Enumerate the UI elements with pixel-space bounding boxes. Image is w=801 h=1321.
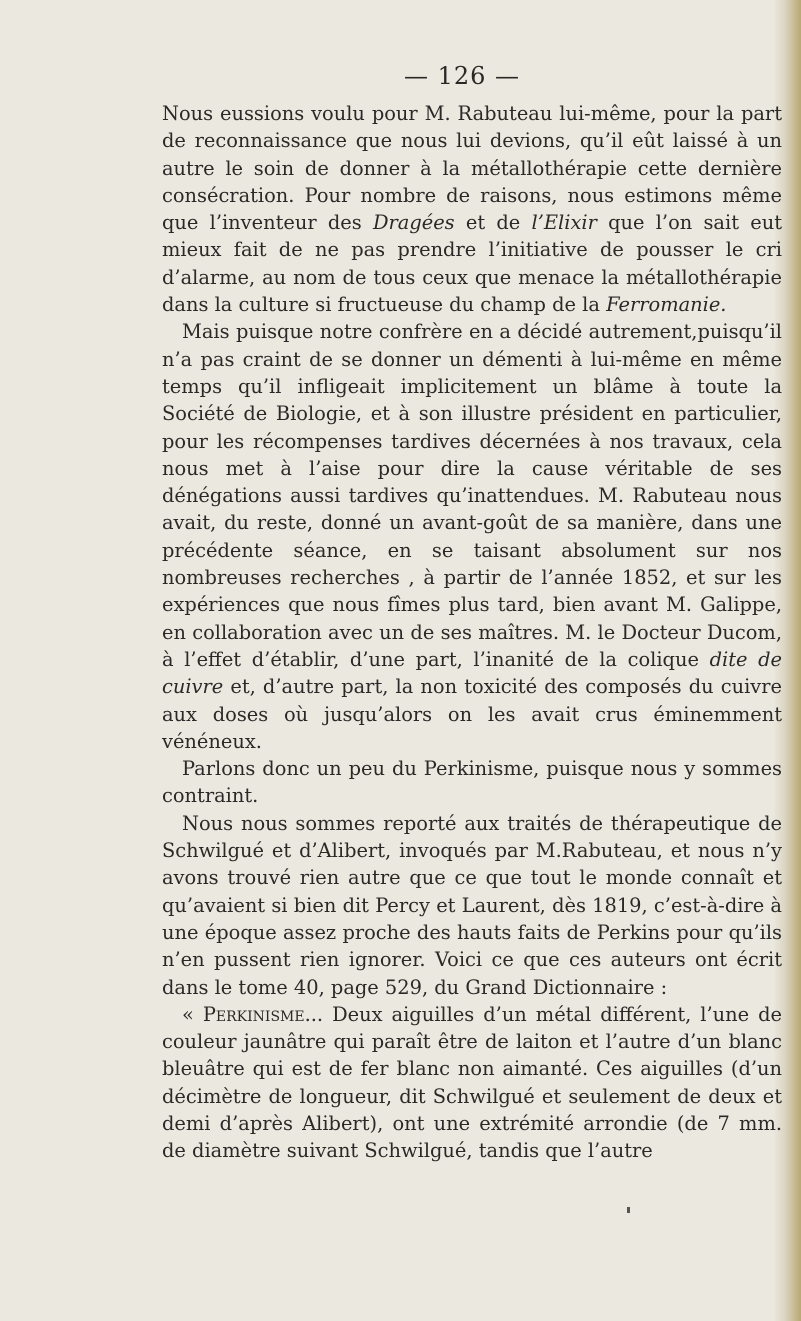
italic-term: Dragées [372, 211, 455, 235]
italic-term: l’Elixir [531, 211, 597, 235]
text-run: et, d’autre part, la non toxicité des composés du cuivre aux doses où jusqu’alors on les avait crus éminemment vénéneux. [162, 675, 782, 753]
text-run: Mais puisque notre confrère en a décidé autrement,puisqu’il n’a pas craint de se donner un démenti à lui-même en même temps qu’il infligeait implicitement un blâme à toute la Société de Biologie, et à son illustre président en particulier, pour les récompenses tardives décernées à nos travaux, cela nous met à l’aise pour dire la cause véritable de ses dénégations aussi tardives qu’inattendues. M. Rabuteau nous avait, du reste, donné un avant-goût de sa manière, dans une précédente séance, en se taisant absolument sur nos nombreuses recherches , à partir de l’année 1852, et sur les expériences que nous fîmes plus tard, bien avant M. Galippe, en collaboration avec un de ses maîtres. M. le Docteur Ducom, à l’effet d’établir, d’une part, l’inanité de la colique [162, 320, 782, 671]
text-run: et de [454, 211, 532, 235]
paragraph [162, 755, 782, 810]
text-run: Deux aiguilles d’un métal différent, l’une de couleur jaunâtre qui paraît être de laiton et l’autre d’un blanc bleuâtre qui est de fer blanc non aimanté. Ces aiguilles (d’un décimètre de longueur, dit Schwilgué et seulement de deux et demi d’après Alibert), ont une extrémité arrondie (de 7 mm. de diamètre suivant Schwilgué, tandis que l’autre [162, 1002, 782, 1163]
ink-speck [627, 1207, 630, 1213]
paragraph [162, 810, 782, 1001]
paragraph [162, 100, 782, 318]
text-run: Nous eussions voulu pour M. Rabuteau lui-même, pour la part de reconnaissance que nous lui devions, qu’il eût laissé à un autre le soin de donner à la métallothérapie cette dernière consécration. Pour nombre de raisons, nous estimons même que l’inventeur des [162, 102, 782, 235]
italic-term: Ferromanie. [606, 293, 727, 317]
paragraph [162, 1001, 782, 1165]
italic-term: dite de cuivre [162, 647, 782, 699]
document-page [162, 60, 782, 1165]
text-run: que l’on sait eut mieux fait de ne pas prendre l’initiative de pousser le cri d’alarme, au nom de tous ceux que menace la métallothérapie dans la culture si fructueuse du champ de la [162, 211, 782, 317]
small-caps-term: Perkinisme... [202, 1002, 324, 1026]
body-text [162, 100, 782, 1165]
text-run: Parlons donc un peu du Perkinisme, puisque nous y sommes contraint. [162, 757, 782, 808]
text-run: « [182, 1002, 203, 1026]
text-run: Nous nous sommes reporté aux traités de thérapeutique de Schwilgué et d’Alibert, invoqués par M.Rabuteau, et nous n’y avons trouvé rien autre que ce que tout le monde connaît et qu’avaient si bien dit Percy et Laurent, dès 1819, c’est-à-dire à une époque assez proche des hauts faits de Perkins pour qu’ils n’en pussent rien ignorer. Voici ce que ces auteurs ont écrit dans le tome 40, page 529, du Grand Dictionnaire : [162, 811, 782, 999]
paragraph [162, 318, 782, 755]
page-number: — 126 — [403, 62, 521, 90]
